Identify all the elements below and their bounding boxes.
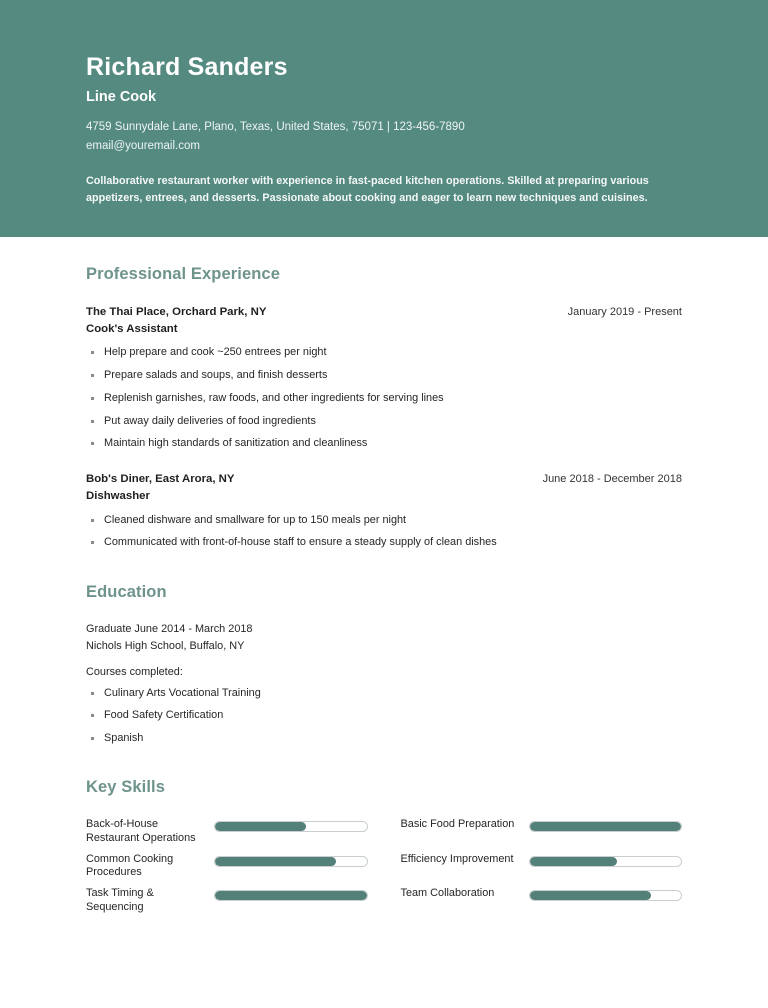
skill-row	[86, 886, 368, 915]
section-key-skills	[86, 778, 682, 915]
list-item: Replenish garnishes, raw foods, and other ingredients for serving lines	[86, 391, 682, 406]
skill-progress-fill	[215, 822, 306, 831]
list-item: Cleaned dishware and smallware for up to 150 meals per night	[86, 513, 682, 528]
candidate-name: Richard Sanders	[86, 53, 288, 81]
section-title-key-skills: Key Skills	[86, 777, 165, 796]
resume-body	[0, 265, 768, 915]
resume-header	[0, 0, 768, 237]
experience-bullet-list	[86, 345, 682, 451]
skill-label: Common Cooking Procedures	[86, 852, 174, 879]
list-item: Put away daily deliveries of food ingredients	[86, 414, 682, 429]
skill-progress-fill	[215, 891, 367, 900]
experience-entry	[86, 304, 682, 451]
list-item: Food Safety Certification	[86, 708, 682, 723]
education-courses-label: Courses completed:	[86, 665, 183, 678]
experience-entry-header	[86, 304, 682, 321]
contact-address-phone: 4759 Sunnydale Lane, Plano, Texas, United States, 75071 | 123-456-7890	[86, 121, 465, 134]
list-item: Spanish	[86, 731, 682, 746]
experience-organization: Bob's Diner, East Arora, NY	[86, 473, 235, 486]
skill-label: Back-of-House Restaurant Operations	[86, 817, 196, 844]
skill-progress-bar	[214, 890, 368, 901]
experience-role: Cook's Assistant	[86, 322, 178, 335]
list-item: Communicated with front-of-house staff to ensure a steady supply of clean dishes	[86, 535, 682, 550]
skill-progress-fill	[215, 857, 336, 866]
skill-progress-bar	[529, 890, 683, 901]
experience-bullet-list	[86, 513, 682, 550]
skill-progress-fill	[530, 822, 682, 831]
section-title-experience: Professional Experience	[86, 265, 280, 283]
skill-progress-fill	[530, 891, 651, 900]
experience-entry-header	[86, 471, 682, 488]
section-professional-experience	[86, 265, 682, 550]
skill-label: Team Collaboration	[400, 887, 495, 900]
skill-row	[86, 817, 368, 846]
skill-row	[401, 817, 683, 846]
skill-progress-bar	[214, 856, 368, 867]
experience-dates: June 2018 - December 2018	[542, 473, 682, 486]
skill-progress-bar	[214, 821, 368, 832]
skill-label: Efficiency Improvement	[400, 852, 514, 865]
skill-progress-bar	[529, 856, 683, 867]
education-entry	[86, 621, 682, 746]
list-item: Prepare salads and soups, and finish desserts	[86, 368, 682, 383]
education-course-list	[86, 686, 682, 746]
skills-grid	[86, 817, 682, 915]
experience-dates: January 2019 - Present	[567, 306, 682, 318]
education-graduation-dates: Graduate June 2014 - March 2018	[86, 622, 253, 635]
experience-entry	[86, 471, 682, 550]
professional-summary: Collaborative restaurant worker with experience in fast-paced kitchen operations. Skilled at preparing various appetizers, entrees, and desserts. Passionate about cooking and eager to learn new techniques and cuisines.	[86, 175, 649, 205]
education-school: Nichols High School, Buffalo, NY	[86, 639, 245, 652]
section-title-education: Education	[86, 582, 167, 601]
list-item: Maintain high standards of sanitization and cleanliness	[86, 436, 682, 451]
skill-label: Basic Food Preparation	[400, 817, 515, 830]
section-education	[86, 583, 682, 746]
skill-progress-fill	[530, 857, 618, 866]
skill-row	[401, 886, 683, 915]
skill-label: Task Timing & Sequencing	[86, 887, 154, 914]
experience-role: Dishwasher	[86, 490, 150, 502]
list-item: Culinary Arts Vocational Training	[86, 686, 682, 701]
skill-row	[401, 852, 683, 881]
list-item: Help prepare and cook ~250 entrees per night	[86, 345, 682, 360]
experience-organization: The Thai Place, Orchard Park, NY	[86, 306, 267, 318]
candidate-job-title: Line Cook	[86, 89, 157, 105]
contact-email[interactable]: email@youremail.com	[86, 140, 200, 153]
skill-row	[86, 852, 368, 881]
skill-progress-bar	[529, 821, 683, 832]
